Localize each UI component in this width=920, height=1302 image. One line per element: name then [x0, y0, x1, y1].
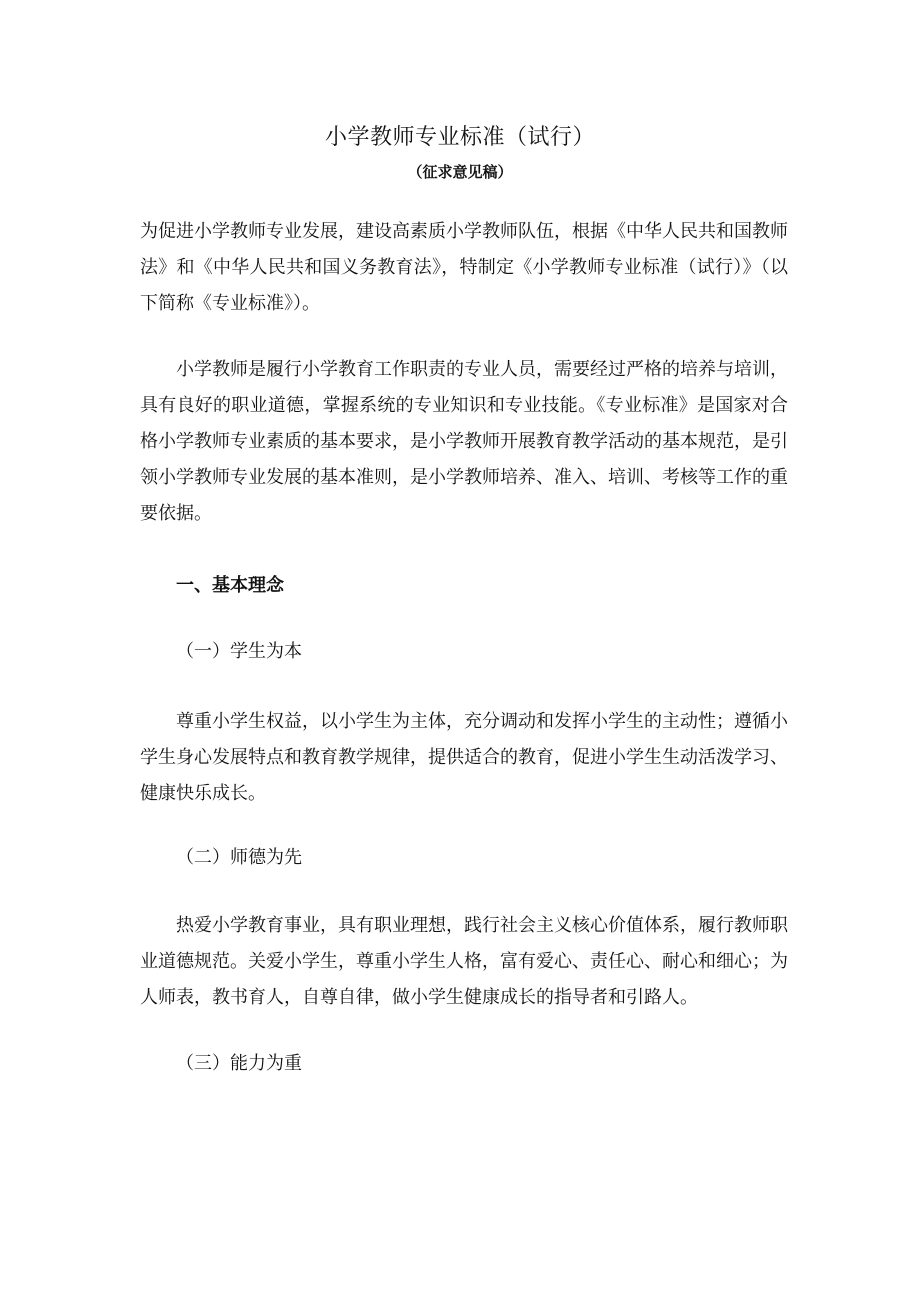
- subsection-heading-student-centered: （一）学生为本: [176, 641, 302, 662]
- subsection-heading-ethics-first: （二）师德为先: [176, 847, 302, 868]
- intro-paragraph: 为促进小学教师专业发展，建设高素质小学教师队伍，根据《中华人民共和国教师法》和《中华人民共和国义务教育法》，特制定《小学教师专业标准（试行）》（以下简称《专业标准》）。: [140, 221, 788, 314]
- document-title: 小学教师专业标准（试行）: [324, 125, 595, 150]
- subsection-paragraph-ethics-first: 热爱小学教育事业，具有职业理想，践行社会主义核心价值体系，履行教师职业道德规范。关爱小学生，尊重小学生人格，富有爱心、责任心、耐心和细心；为人师表，教书育人，自尊自律，做小学生健康成长的指导者和引路人。: [140, 915, 788, 1008]
- subsection-paragraph-student-centered: 尊重小学生权益，以小学生为主体，充分调动和发挥小学生的主动性；遵循小学生身心发展特点和教育教学规律，提供适合的教育，促进小学生生动活泼学习、健康快乐成长。: [140, 711, 788, 804]
- section-heading: 一、基本理念: [176, 575, 284, 596]
- subsection-heading-ability-focus: （三）能力为重: [176, 1053, 302, 1074]
- body-paragraph: 小学教师是履行小学教育工作职责的专业人员，需要经过严格的培养与培训，具有良好的职业道德，掌握系统的专业知识和专业技能。《专业标准》是国家对合格小学教师专业素质的基本要求，是小学教师开展教育教学活动的基本规范，是引领小学教师专业发展的基本准则，是小学教师培养、准入、培训、考核等工作的重要依据。: [140, 359, 788, 524]
- document-subtitle: （征求意见稿）: [407, 163, 513, 181]
